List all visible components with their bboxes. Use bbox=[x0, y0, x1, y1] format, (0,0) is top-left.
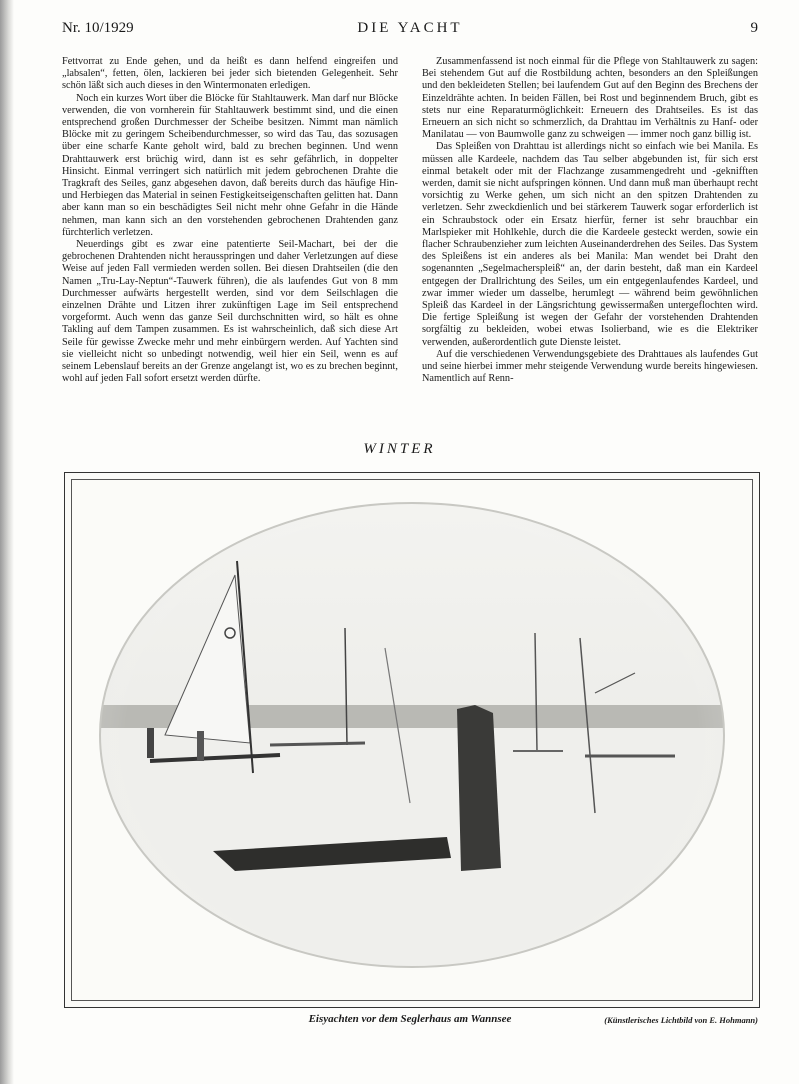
page-number: 9 bbox=[750, 20, 758, 36]
photo-frame bbox=[64, 472, 760, 1008]
paragraph: Fettvorrat zu Ende gehen, und da heißt es dann helfend eingreifen und „labsalen“, fetten, ölen, lackieren bei jeder sich bietenden Gelegenheit. Sehr schön läßt sich auch dieses in den Wintermonaten erledigen. bbox=[62, 56, 398, 92]
paragraph: Auf die verschiedenen Verwendungsgebiete des Drahttaues als laufendes Gut und seine hierbei immer mehr steigende Verwendung wurde bereits hingewiesen. Namentlich auf Renn- bbox=[422, 348, 758, 385]
paragraph: Noch ein kurzes Wort über die Blöcke für Stahltauwerk. Man darf nur Blöcke verwenden, die von vornherein für Stahltauwerk bestimmt sind, und die einen entsprechend großen Durchmesser der Scheibe besitzen. Nimmt man nämlich Blöcke mit zu geringem Scheibendurchmesser, so wird das Tau, das sozusagen über eine scharfe Kante geholt wird, bald zu brechen beginnen. Und wenn Drahttauwerk erst brüchig wird, dann ist es sehr gefährlich, in doppelter Hinsicht. Einmal verringert sich natürlich mit jedem gebrochenen Drahte die Tragkraft des Seiles, ganz abgesehen davon, daß bereits durch das häufige Hin- und Herbiegen das Material in seinen Festigkeitseigenschaften gelitten hat. Dann aber kann man so ein beschädigtes Seil nicht mehr ohne Gefahr in die Hände nehmen, man kann sich an den vorstehenden gebrochenen Drahtenden ganz fürchterlich verletzen. bbox=[62, 92, 398, 238]
caption-text: Eisyachten vor dem Seglerhaus am Wannsee bbox=[308, 1013, 512, 1025]
magazine-title: DIE YACHT bbox=[357, 20, 463, 36]
page-header bbox=[62, 20, 758, 42]
page-spine-shadow bbox=[0, 0, 14, 1084]
right-text-column bbox=[422, 56, 758, 385]
photo-vignette bbox=[65, 473, 759, 1007]
figure-caption bbox=[62, 1013, 758, 1033]
ice-yacht-photo bbox=[65, 473, 759, 1007]
issue-number: Nr. 10/1929 bbox=[62, 20, 134, 36]
paragraph: Das Spleißen von Drahttau ist allerdings nicht so einfach wie bei Manila. Es müssen alle Kardeele, nachdem das Tau selber abgebunden ist, für sich erst einmal betakelt oder mit der Flachzange zusammengedreht und -geknifften werden, damit sie nicht aufspringen können. Und dann muß man überhaupt recht vorsichtig zu Werke gehen, um sich nicht an den spitzen Drahtenden zu verletzen. Sehr zweckdienlich und bei stärkerem Tauwerk sogar erforderlich ist ein Schraubstock oder ein Ersatz hierfür, ferner ist sehr brauchbar ein Marlspieker mit Hohlkehle, durch die die Kardeele gesteckt werden, sowie ein flacher Schraubenzieher zum leichten Auseinanderdrehen des Seiles. Das System des Spleißens ist ein anderes als bei Manila: Man wendet bei Draht den sogenannten „Segelmacherspleiß“ an, der darin besteht, daß man ein Kardeel entgegen der Drallrichtung des Seiles, um ein entgegenlaufendes Kardeel, und zwar immer wieder um dasselbe, herumlegt — während beim gewöhnlichen Spleiß das Kardeel in der Längsrichtung gewissermaßen untergeflochten wird. Die fertige Spleißung ist wegen der Gefahr der vorstehenden Drahtenden sorgfältig zu bekleiden, wobei etwas Isolierband, wie es die Elektriker verwenden, außerordentlich gute Dienste leistet. bbox=[422, 141, 758, 348]
paragraph: Neuerdings gibt es zwar eine patentierte Seil-Machart, bei der die gebrochenen Drahtenden nicht herausspringen und daher Verletzungen auf diese Weise auf jeden Fall vermieden werden sollen. Bei diesen Drahtseilen (die den Namen „Tru-Lay-Neptun“-Tauwerk führen), die als laufendes Gut von 8 mm Durchmesser aufwärts hergestellt werden, sind vor dem Seilschlagen die einzelnen Drähte und Litzen ihrer zukünftigen Lage im Seil entsprechend vorgeformt. Auch wenn das ganze Seil durchschnitten wird, so hält es ohne Takling auf dem Tampen zusammen. Es ist wahrscheinlich, daß sich diese Art Seile für gewisse Zwecke mehr und mehr einbürgern werden. Auf Yachten sind sie vielleicht nicht so unbedingt notwendig, weil hier ein Seil, wenn es auf seinem Lebenslauf bereits an der Grenze angelangt ist, wo es zu brechen beginnt, wohl auf jeden Fall sofort ersetzt werden dürfte. bbox=[62, 239, 398, 385]
left-text-column bbox=[62, 56, 398, 385]
photo-credit: (Künstlerisches Lichtbild von E. Hohmann) bbox=[604, 1015, 758, 1025]
figure-title: WINTER bbox=[363, 441, 436, 457]
paragraph: Zusammenfassend ist noch einmal für die Pflege von Stahltauwerk zu sagen: Bei stehendem Gut auf die Rostbildung achten, besonders an den Spleißungen und den bekleideten Stellen; bei laufendem Gut auf den Beginn des Brechens der Einzeldrähte achten. In beiden Fällen, bei Rost und beginnendem Bruch, gibt es stets nur eine Reparaturmöglichkeit: Erneuern des Drahtseiles. Es ist das Erneuern an sich nicht so schmerzlich, da Drahttau im Verhältnis zu Hanf- oder Manilatau — von Baumwolle ganz zu schweigen — immer noch ganz billig ist. bbox=[422, 56, 758, 141]
